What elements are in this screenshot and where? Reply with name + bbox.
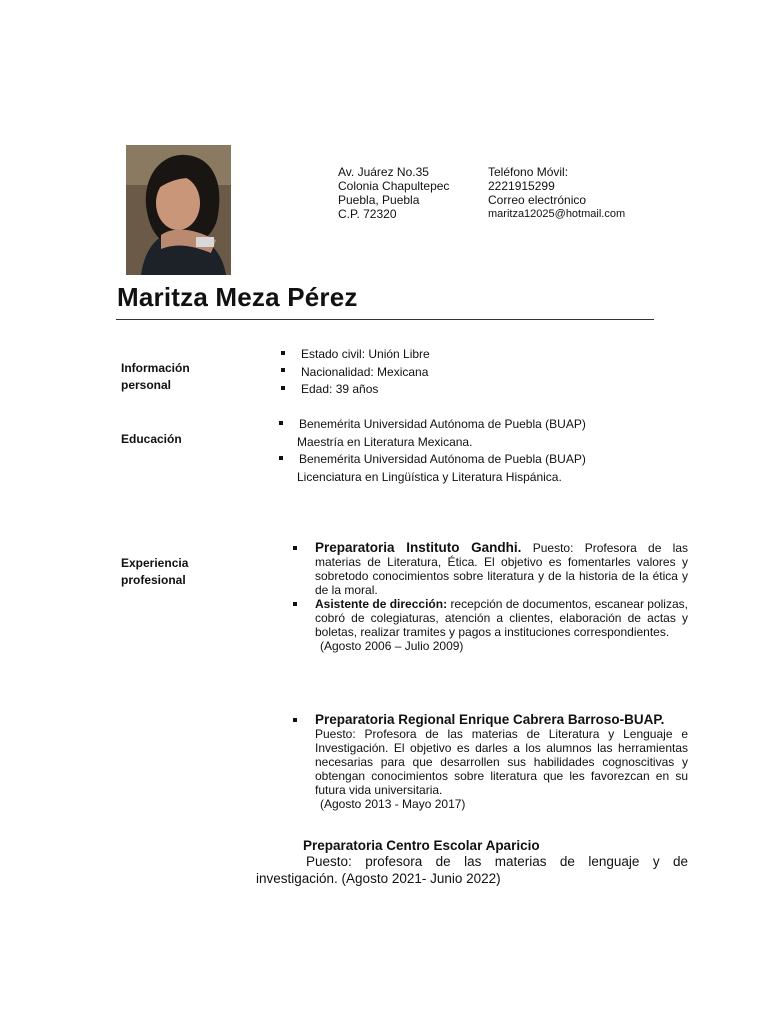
list-item: [281, 381, 430, 399]
bullet-icon: [279, 421, 283, 425]
bullet-icon: [281, 368, 285, 372]
job-title: Preparatoria Centro Escolar Aparicio: [303, 838, 540, 853]
section-label-experience: [121, 555, 188, 589]
bullet-icon: [281, 351, 285, 355]
degree-name: Maestría en Literatura Mexicana.: [297, 434, 473, 449]
bullet-icon: [293, 546, 297, 550]
job-description: recepción de documentos, escanear polizas, cobró de colegiaturas, atención a clientes, elaboración de actas y boletas, realizar tramites y pagos a instituciones correspondientes.: [315, 597, 688, 639]
experience-group-1: [315, 541, 688, 653]
email-label: Correo electrónico: [488, 193, 587, 207]
education-list: [279, 416, 586, 486]
profile-photo: [126, 145, 231, 275]
job-title: Preparatoria Instituto Gandhi.: [315, 540, 522, 555]
list-item-text: Edad: 39 años: [301, 382, 379, 396]
bullet-icon: [281, 386, 285, 390]
experience-item: [315, 713, 688, 797]
education-item: [279, 416, 586, 451]
list-item-text: Estado civil: Unión Libre: [301, 347, 430, 361]
bullet-icon: [293, 602, 297, 606]
job-title: Preparatoria Regional Enrique Cabrera Barroso-BUAP.: [315, 712, 665, 727]
job-dates: (Agosto 2013 - Mayo 2017): [320, 797, 466, 811]
job-title: Asistente de dirección:: [315, 597, 448, 611]
portrait-image: [126, 145, 231, 275]
phone-label: Teléfono Móvil:: [488, 165, 569, 179]
job-description: Puesto: profesora de las materias de lenguaje y de: [306, 854, 688, 869]
header-divider: [116, 319, 654, 320]
address-line: C.P. 72320: [338, 207, 397, 221]
experience-group-2: [315, 713, 688, 811]
section-label-line: profesional: [121, 573, 186, 587]
section-label-line: Experiencia: [121, 556, 189, 570]
school-name: Benemérita Universidad Autónoma de Puebla (BUAP): [299, 452, 586, 466]
address-line: Av. Juárez No.35: [338, 165, 429, 179]
phone-number: 2221915299: [488, 179, 555, 193]
candidate-name: Maritza Meza Pérez: [117, 282, 358, 312]
section-label-education: Educación: [121, 432, 182, 446]
list-item: [281, 364, 430, 382]
section-label-line: personal: [121, 378, 172, 392]
list-item: [281, 346, 430, 364]
job-description: Puesto: Profesora de las materias de Literatura, Ética. El objetivo es fomentarles valores y sobretodo conocimientos sobre literatura y de la historia de la ética y de la moral.: [315, 541, 688, 597]
experience-item: [315, 597, 688, 639]
job-dates: (Agosto 2006 – Julio 2009): [320, 639, 464, 653]
degree-name: Licenciatura en Lingüística y Literatura Hispánica.: [297, 469, 562, 484]
experience-item: [256, 853, 688, 887]
experience-item: [315, 541, 688, 597]
address-block: [338, 165, 449, 221]
section-label-personal: [121, 360, 190, 394]
school-name: Benemérita Universidad Autónoma de Puebla (BUAP): [299, 417, 586, 431]
list-item-text: Nacionalidad: Mexicana: [301, 364, 429, 379]
job-description: investigación. (Agosto 2021- Junio 2022): [256, 871, 501, 886]
education-item: [279, 451, 586, 486]
section-label-line: Información: [121, 361, 190, 375]
job-description: Puesto: Profesora de las materias de Literatura y Lenguaje e Investigación. El objetivo es darles a los alumnos las herramientas necesarias para que desarrollen sus habilidades cognoscitivas y obtengan conocimientos sobre literatura que les favorezcan en su futura vida universitaria.: [315, 727, 688, 797]
personal-info-list: [281, 346, 430, 399]
contact-block: [488, 165, 625, 221]
bullet-icon: [279, 456, 283, 460]
address-line: Colonia Chapultepec: [338, 179, 450, 193]
email-address: maritza12025@hotmail.com: [488, 208, 626, 220]
address-line: Puebla, Puebla: [338, 193, 420, 207]
bullet-icon: [293, 718, 297, 722]
